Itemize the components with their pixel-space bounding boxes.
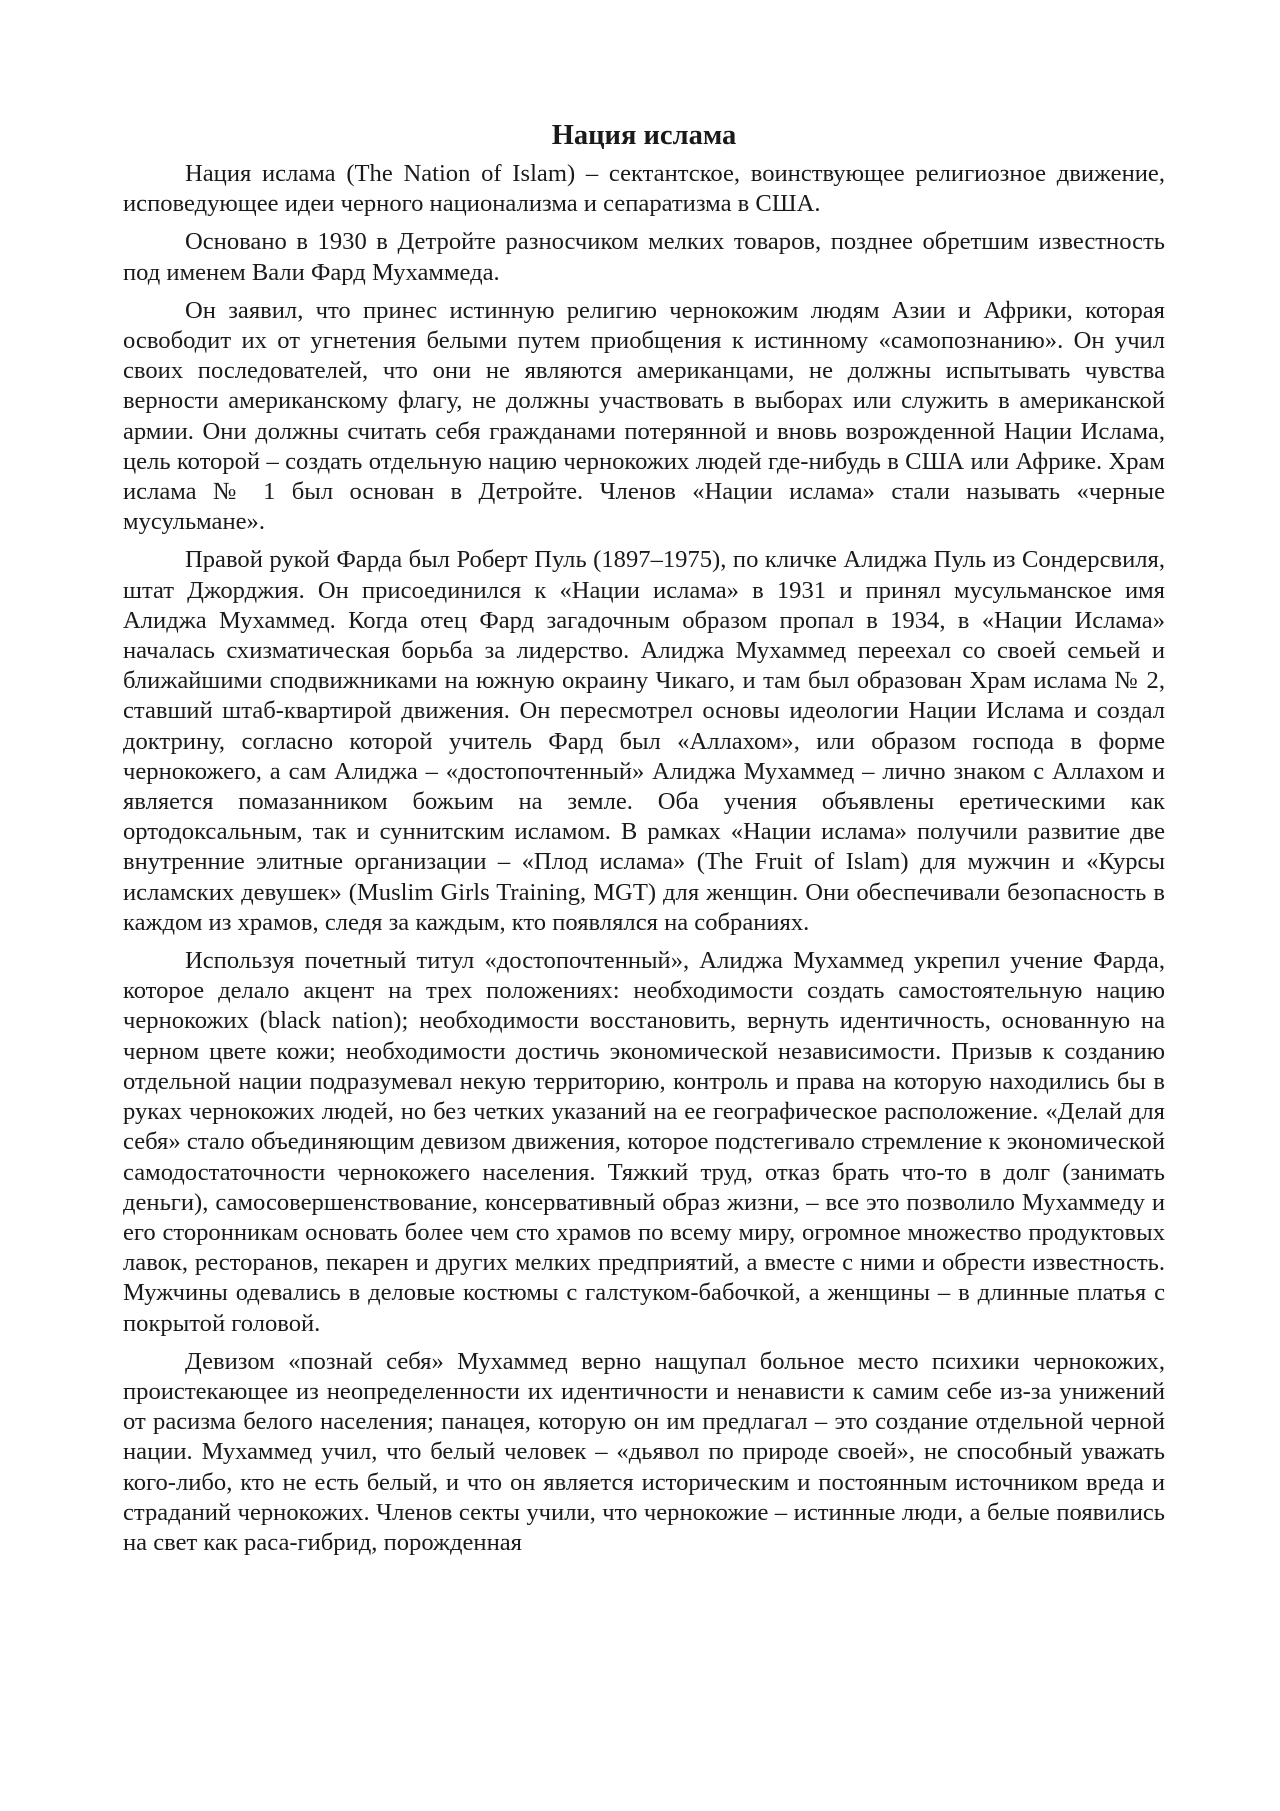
paragraph-intro: Нация ислама (The Nation of Islam) – сектантское, воинствующее религиозное движение, исповедующее идеи черного национализма и сепаратизма в США. bbox=[123, 160, 1165, 218]
paragraph-know-yourself: Девизом «познай себя» Мухаммед верно нащупал больное место психики чернокожих, проистекающее из неопределенности их идентичности и ненависти к самим себе из-за унижений от расизма белого населения; панацея, которую он им предлагал – это создание отдельной черной нации. Мухаммед учил, что белый человек – «дьявол по природе своей», не способный уважать кого-либо, кто не есть белый, и что он является историческим и постоянным источником вреда и страданий чернокожих. Членов секты учили, что чернокожие – истинные люди, а белые появились на свет как раса-гибрид, порожденная bbox=[123, 1347, 1165, 1556]
document-title: Нация ислама bbox=[551, 120, 737, 151]
paragraph-founding: Основано в 1930 в Детройте разносчиком мелких товаров, позднее обретшим известность под именем Вали Фард Мухаммеда. bbox=[123, 228, 1165, 286]
paragraph-doctrine: Он заявил, что принес истинную религию чернокожим людям Азии и Африки, которая освободит их от угнетения белыми путем приобщения к истинному «самопознанию». Он учил своих последователей, что они не являются американцами, не должны испытывать чувства верности американскому флагу, не должны участвовать в выборах или служить в американской армии. Они должны считать себя гражданами потерянной и вновь возрожденной Нации Ислама, цель которой – создать отдельную нацию чернокожих людей где-нибудь в США или Африке. Храм ислама № 1 был основан в Детройте. Членов «Нации ислама» стали называть «черные мусульмане». bbox=[123, 296, 1165, 536]
document-page bbox=[123, 118, 1165, 1566]
paragraph-elijah-muhammad: Правой рукой Фарда был Роберт Пуль (1897–1975), по кличке Алиджа Пуль из Сондерсвиля, штат Джорджия. Он присоединился к «Нации ислама» в 1931 и принял мусульманское имя Алиджа Мухаммед. Когда отец Фард загадочным образом пропал в 1934, в «Нации Ислама» началась схизматическая борьба за лидерство. Алиджа Мухаммед переехал со своей семьей и ближайшими сподвижниками на южную окраину Чикаго, и там был образован Храм ислама № 2, ставший штаб-квартирой движения. Он пересмотрел основы идеологии Нации Ислама и создал доктрину, согласно которой учитель Фард был «Аллахом», или образом господа в форме чернокожего, а сам Алиджа – «достопочтенный» Алиджа Мухаммед – лично знаком с Аллахом и является помазанником божьим на земле. Оба учения объявлены еретическими как ортодоксальным, так и суннитским исламом. В рамках «Нации ислама» получили развитие две внутренние элитные организации – «Плод ислама» (The Fruit of Islam) для мужчин и «Курсы исламских девушек» (Muslim Girls Training, MGT) для женщин. Они обеспечивали безопасность в каждом из храмов, следя за каждым, кто появлялся на собраниях. bbox=[123, 546, 1165, 936]
paragraph-teachings: Используя почетный титул «достопочтенный», Алиджа Мухаммед укрепил учение Фарда, которое делало акцент на трех положениях: необходимости создать самостоятельную нацию чернокожих (black nation); необходимости восстановить, вернуть идентичность, основанную на черном цвете кожи; необходимости достичь экономической независимости. Призыв к созданию отдельной нации подразумевал некую территорию, контроль и права на которую находились бы в руках чернокожих людей, но без четких указаний на ее географическое расположение. «Делай для себя» стало объединяющим девизом движения, которое подстегивало стремление к экономической самодостаточности чернокожего населения. Тяжкий труд, отказ брать что-то в долг (занимать деньги), самосовершенствование, консервативный образ жизни, – все это позволило Мухаммеду и его сторонникам основать более чем сто храмов по всему миру, огромное множество продуктовых лавок, ресторанов, пекарен и других мелких предприятий, а вместе с ними и обрести известность. Мужчины одевались в деловые костюмы с галстуком-бабочкой, а женщины – в длинные платья с покрытой головой. bbox=[123, 947, 1165, 1337]
